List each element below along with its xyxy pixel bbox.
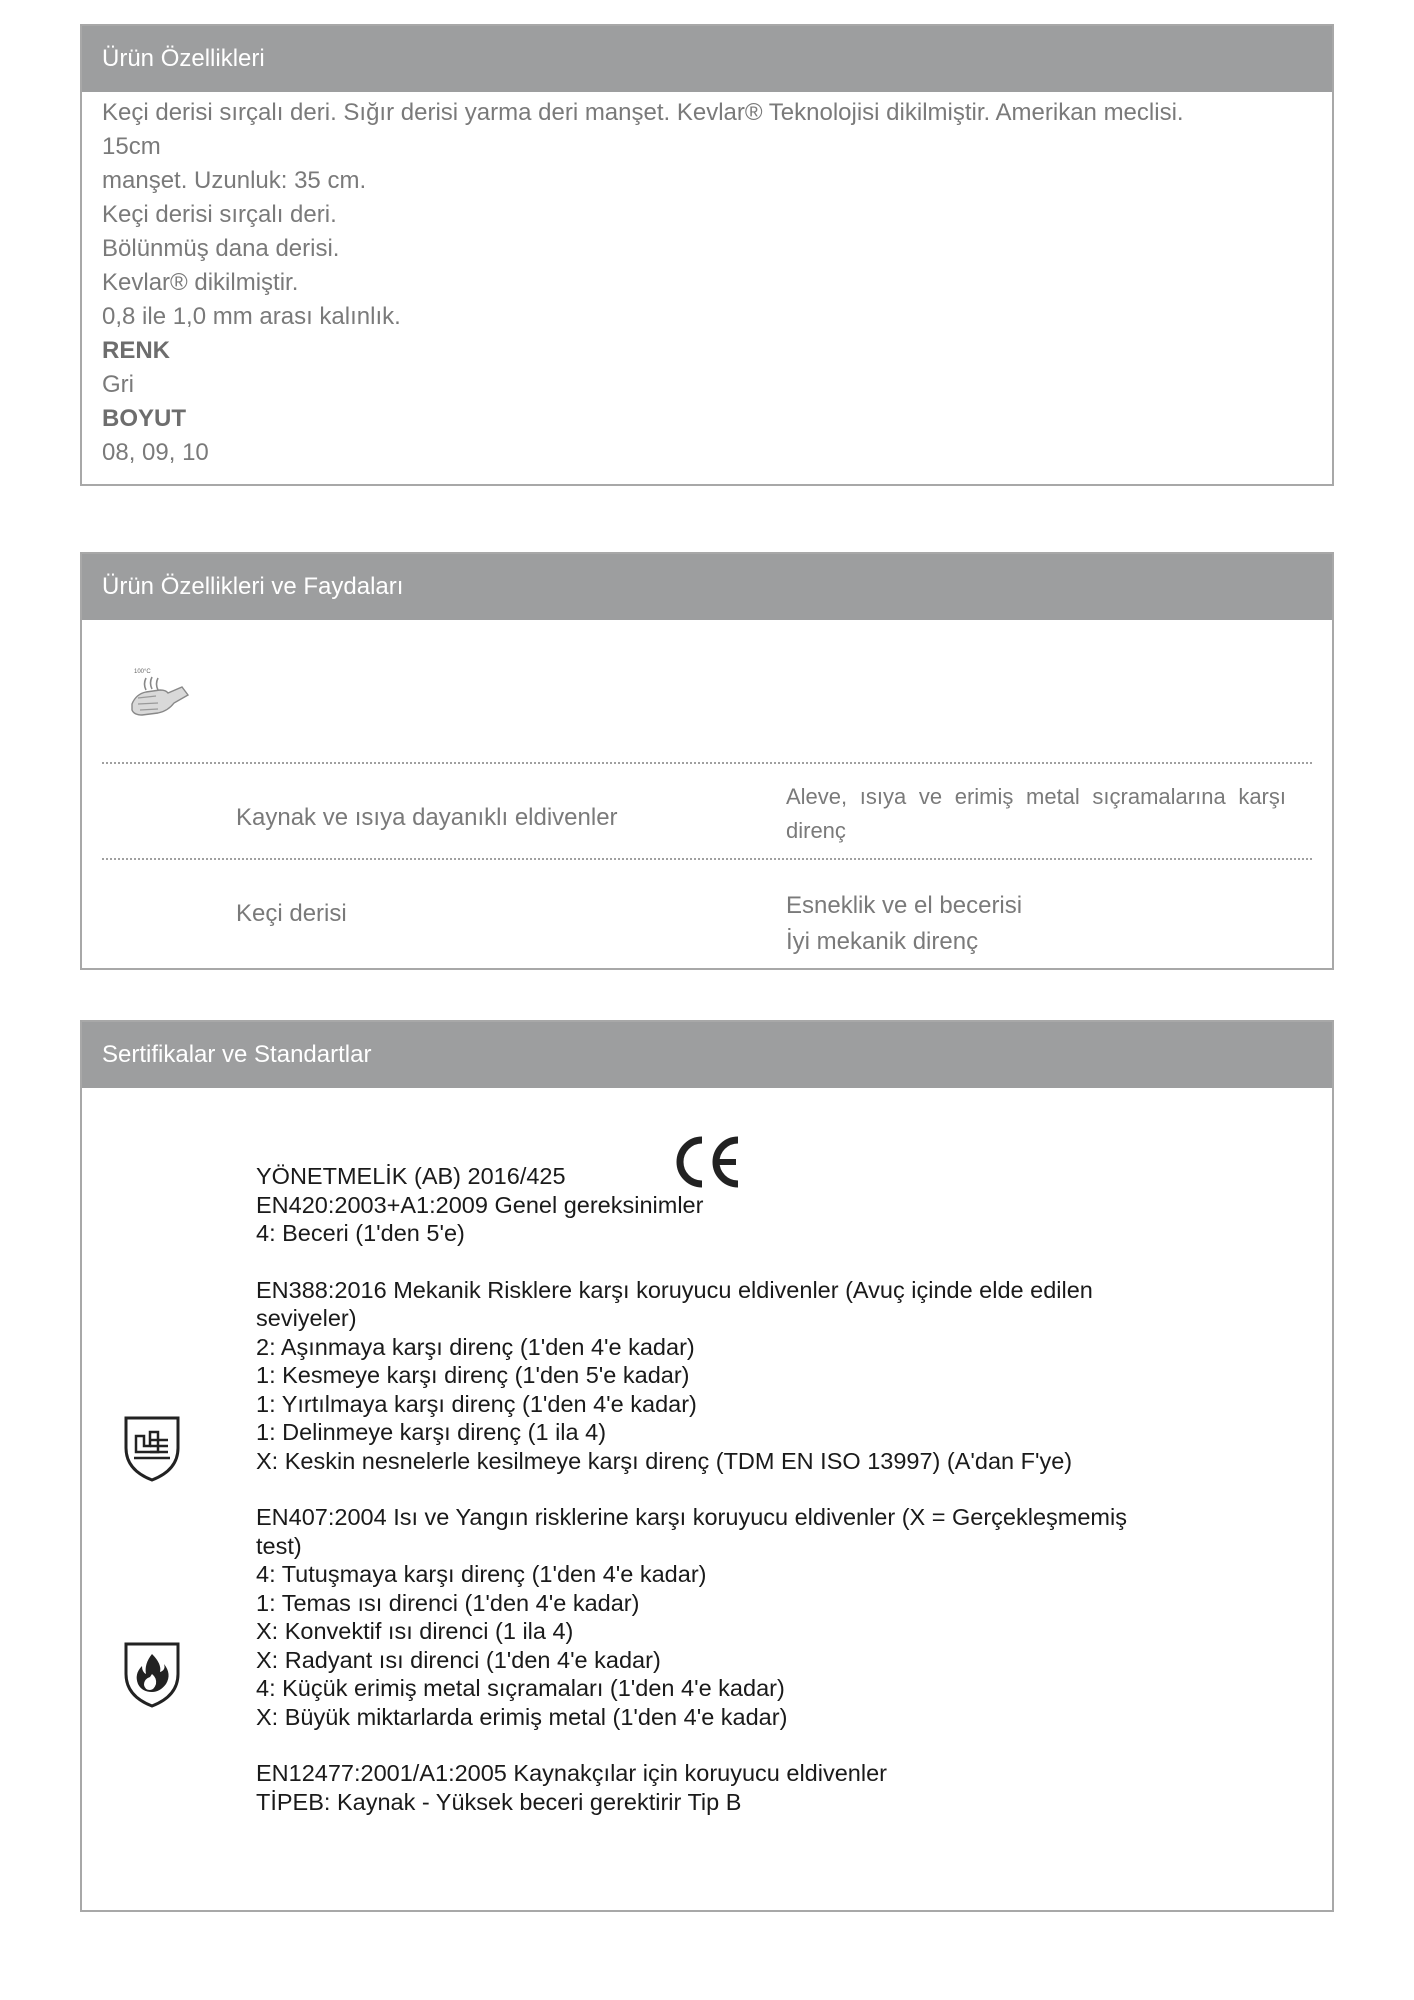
- cert-line: 2: Aşınmaya karşı direnç (1'den 4'e kadar): [256, 1333, 695, 1360]
- row-divider: [102, 858, 1312, 860]
- cert-line: X: Konvektif ısı direnci (1 ila 4): [256, 1618, 574, 1644]
- cert-line: 4: Beceri (1'den 5'e): [256, 1220, 465, 1246]
- features-header: Ürün Özellikleri ve Faydaları: [82, 554, 1332, 620]
- heat-flame-shield-icon: [122, 1640, 182, 1710]
- cert-block-en388: [256, 1276, 1196, 1476]
- heat-icon-label: 100°C: [134, 669, 151, 675]
- cert-line: 1: Delinmeye karşı direnç (1 ila 4): [256, 1419, 607, 1445]
- spec-line: Keçi derisi sırçalı deri.: [102, 201, 337, 228]
- spec-line: manşet. Uzunluk: 35 cm.: [102, 167, 367, 194]
- cert-line: EN12477:2001/A1:2005 Kaynakçılar için koruyucu eldivenler: [256, 1760, 887, 1786]
- size-label: BOYUT: [102, 405, 186, 432]
- certifications-header: Sertifikalar ve Standartlar: [82, 1022, 1332, 1088]
- cert-block-en407: [256, 1503, 1196, 1731]
- cert-line: TİPEB: Kaynak - Yüksek beceri gerektirir Tip B: [256, 1788, 742, 1815]
- cert-block-en12477: [256, 1759, 1196, 1816]
- cert-line: 4: Küçük erimiş metal sıçramaları (1'den 4'e kadar): [256, 1675, 785, 1701]
- cert-line: test): [256, 1532, 302, 1559]
- cert-line: seviyeler): [256, 1305, 357, 1331]
- feature-benefit-list: [786, 888, 1286, 960]
- mechanical-risk-shield-icon: [122, 1414, 182, 1484]
- row-divider: [102, 762, 1312, 764]
- color-value: Gri: [102, 371, 134, 398]
- features-panel: [80, 552, 1334, 970]
- cert-line: YÖNETMELİK (AB) 2016/425: [256, 1163, 566, 1189]
- feature-benefit: Aleve, ısıya ve erimiş metal sıçramalarına karşı direnç: [786, 784, 1286, 843]
- cert-line: EN388:2016 Mekanik Risklere karşı koruyucu eldivenler (Avuç içinde elde edilen: [256, 1276, 1093, 1303]
- spec-line: Kevlar® dikilmiştir.: [102, 269, 299, 296]
- cert-line: X: Radyant ısı direnci (1'den 4'e kadar): [256, 1646, 661, 1673]
- heat-resistant-glove-icon: [126, 664, 198, 726]
- cert-line: 1: Kesmeye karşı direnç (1'den 5'e kadar): [256, 1362, 690, 1388]
- cert-line: X: Büyük miktarlarda erimiş metal (1'den 4'e kadar): [256, 1703, 788, 1730]
- cert-line: 4: Tutuşmaya karşı direnç (1'den 4'e kadar): [256, 1561, 707, 1587]
- certifications-text: [256, 1162, 1196, 1816]
- product-specs-body: [82, 92, 1332, 470]
- cert-block-regulation: [256, 1162, 1196, 1248]
- certifications-panel: [80, 1020, 1334, 1912]
- product-specs-header: Ürün Özellikleri: [82, 26, 1332, 92]
- product-specs-panel: [80, 24, 1334, 486]
- color-label: RENK: [102, 337, 171, 364]
- spec-line: 15cm: [102, 133, 161, 160]
- cert-line: 1: Temas ısı direnci (1'den 4'e kadar): [256, 1589, 640, 1616]
- size-value: 08, 09, 10: [102, 439, 209, 466]
- cert-line: 1: Yırtılmaya karşı direnç (1'den 4'e kadar): [256, 1390, 697, 1417]
- cert-line: EN407:2004 Isı ve Yangın risklerine karşı koruyucu eldivenler (X = Gerçekleşmemiş: [256, 1504, 1127, 1530]
- feature-name: Kaynak ve ısıya dayanıklı eldivenler: [236, 804, 618, 831]
- cert-line: EN420:2003+A1:2009 Genel gereksinimler: [256, 1191, 704, 1218]
- feature-name: Keçi derisi: [236, 900, 347, 927]
- feature-benefit: Esneklik ve el becerisi: [786, 892, 1023, 919]
- cert-line: X: Keskin nesnelerle kesilmeye karşı direnç (TDM EN ISO 13997) (A'dan F'ye): [256, 1447, 1073, 1474]
- spec-line: Bölünmüş dana derisi.: [102, 235, 340, 262]
- feature-benefit: İyi mekanik direnç: [786, 928, 979, 955]
- spec-line: Keçi derisi sırçalı deri. Sığır derisi yarma deri manşet. Kevlar® Teknolojisi dikilmiştir. Amerikan meclisi.: [102, 99, 1184, 126]
- spec-line: 0,8 ile 1,0 mm arası kalınlık.: [102, 303, 401, 330]
